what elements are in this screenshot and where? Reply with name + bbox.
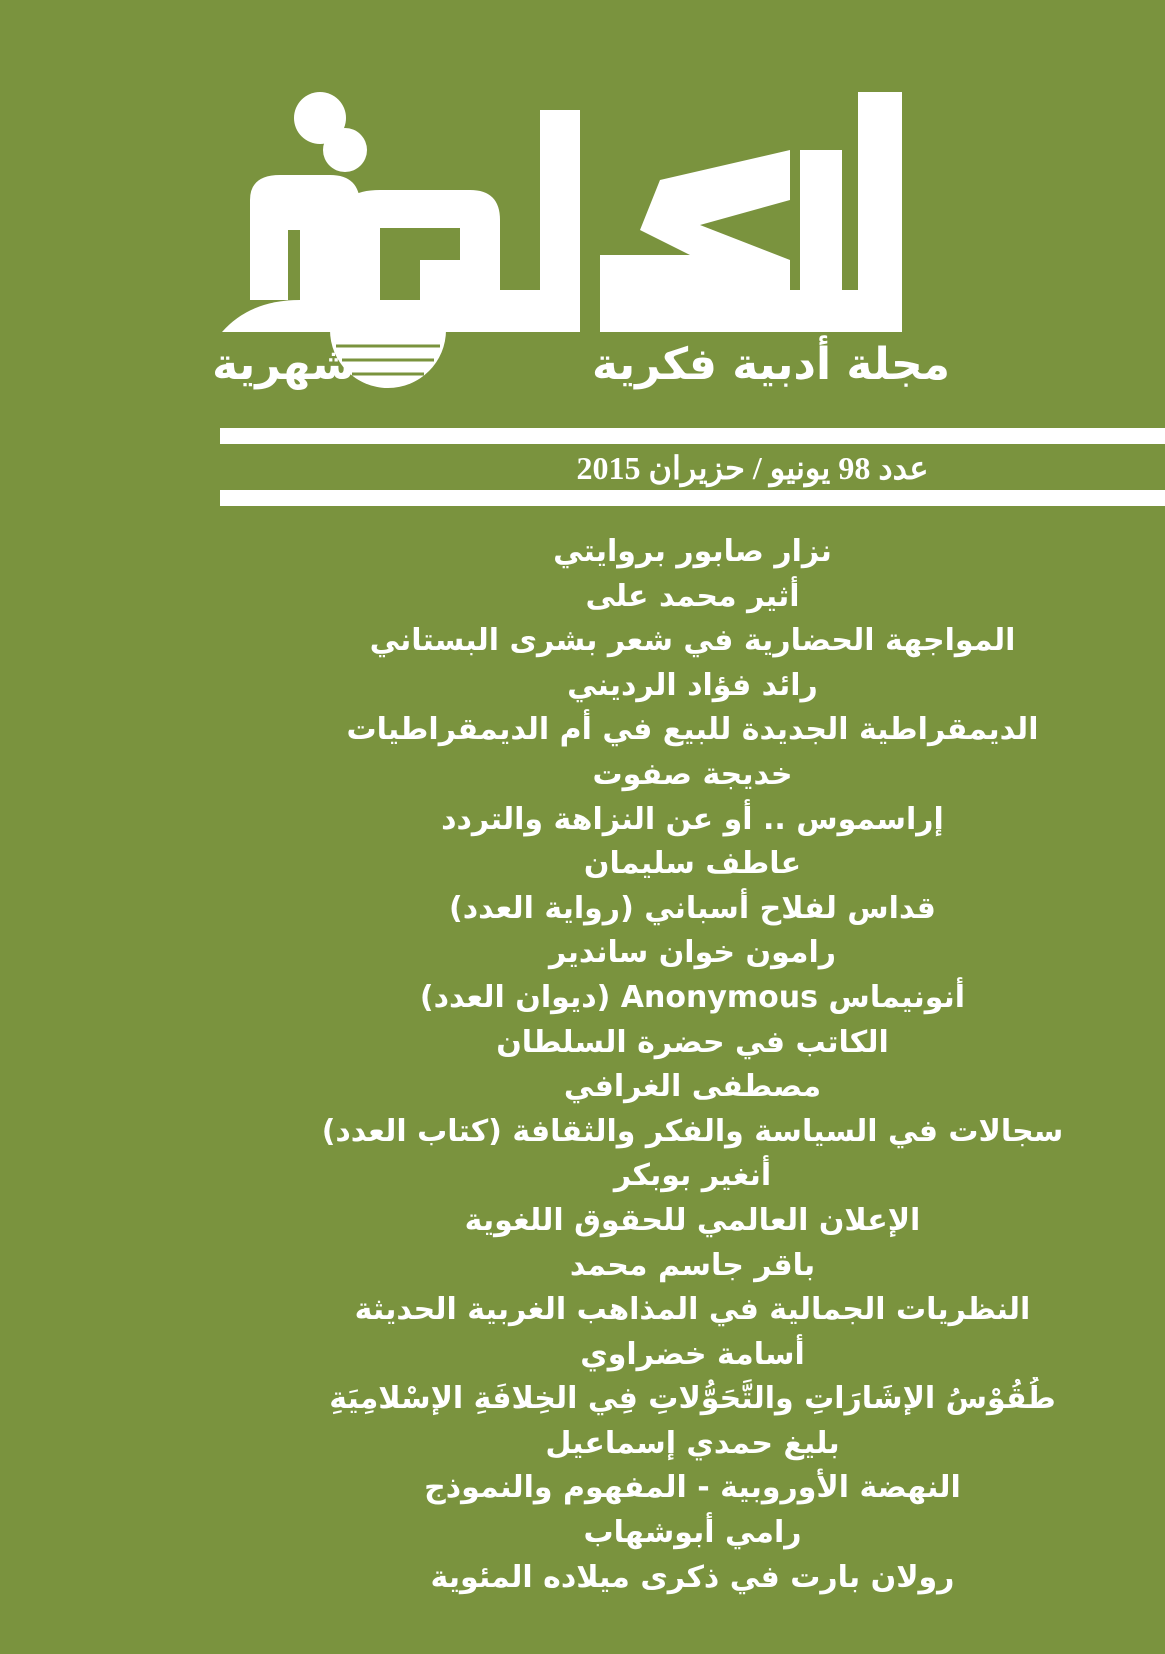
issue-info [220,446,1165,490]
magazine-frequency: شهرية [212,339,355,390]
toc-item: سجالات في السياسة والفكر والثقافة (كتاب العدد) [321,1113,1064,1149]
table-of-contents [220,530,1165,1600]
toc-item: أنغير بوبكر [613,1158,772,1194]
logo-dot-2 [323,128,367,172]
toc-item: رولان بارت في ذكرى ميلاده المئوية [430,1559,955,1595]
toc-item: نزار صابور بروايتي [553,534,832,569]
divider-top [220,428,1165,444]
toc-item: الديمقراطية الجديدة للبيع في أم الديمقراطيات [346,712,1039,748]
magazine-subtitle: مجلة أدبية فكرية [591,339,950,390]
toc-item: رامي أبوشهاب [583,1515,802,1551]
toc-item: رامون خوان ساندير [548,935,837,971]
issue-text: عدد 98 يونيو / حزيران 2015 [576,450,929,486]
toc-item: أسامة خضراوي [580,1336,805,1372]
toc-item: النظريات الجمالية في المذاهب الغربية الحديثة [354,1292,1031,1328]
logo-stroke-meem [340,190,500,300]
toc-item: الكاتب في حضرة السلطان [496,1024,889,1060]
toc-item: بليغ حمدي إسماعيل [545,1425,840,1461]
logo-stroke-ha [250,175,360,300]
logo-stroke-kaf [600,150,790,300]
toc-item: أنونيماس Anonymous (ديوان العدد) [419,979,966,1015]
logo-stroke-tail [222,300,440,332]
toc-item: النهضة الأوروبية - المفهوم والنموذج [424,1470,961,1506]
masthead [0,0,1165,420]
toc-item: قداس لفلاح أسباني (رواية العدد) [449,890,936,926]
toc-item: طُقُوْسُ الإشَارَاتِ والتَّحَوُّلاتِ فِي الخِلافَةِ الإسْلامِيَةِ [329,1381,1056,1417]
divider-bottom [220,490,1165,506]
toc-item: الإعلان العالمي للحقوق اللغوية [464,1202,921,1238]
toc-item: عاطف سليمان [583,846,802,882]
toc-item: أثير محمد على [585,578,800,614]
toc-item: باقر جاسم محمد [569,1247,816,1283]
toc-item: إراسموس .. أو عن النزاهة والتردد [441,801,944,837]
toc-item: رائد فؤاد الرديني [567,667,818,703]
toc-item: خديجة صفوت [592,756,793,792]
toc-item: المواجهة الحضارية في شعر بشرى البستاني [369,623,1016,659]
toc-item: مصطفى الغرافي [563,1069,822,1105]
